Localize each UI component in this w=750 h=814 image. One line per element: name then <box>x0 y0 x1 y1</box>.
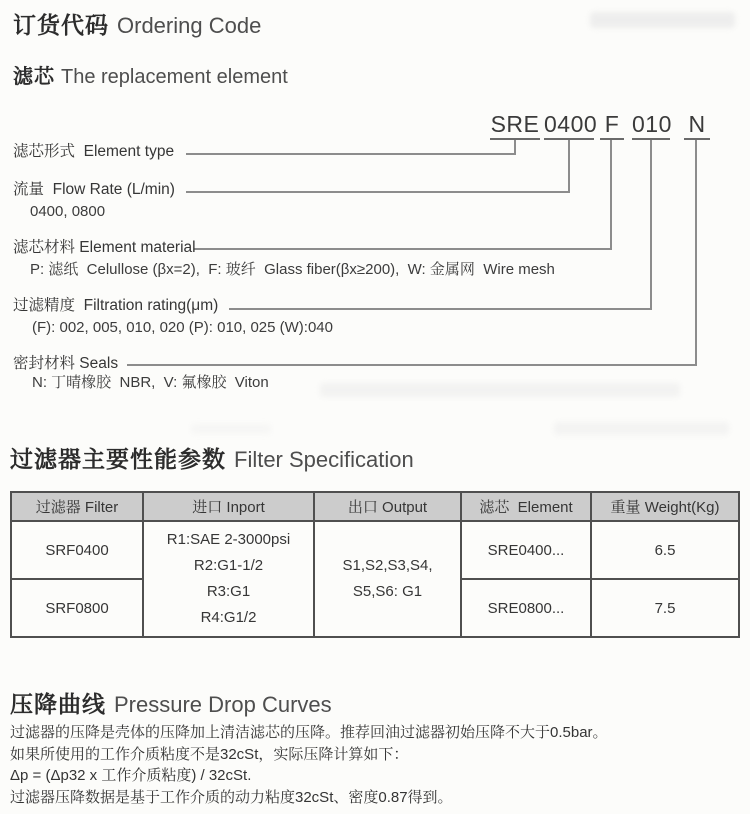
pressure-note-line: 如果所使用的工作介质粘度不是32cSt，实际压降计算如下： <box>10 745 409 763</box>
inport-line: R3:G1 <box>206 583 251 600</box>
scan-ghost-artifact <box>554 422 729 435</box>
col-header-element: 滤芯 Element <box>461 492 591 521</box>
col-header-weight: 重量 Weight(Kg) <box>591 492 739 521</box>
element-section-title <box>13 60 288 89</box>
output-line: S5,S6: G1 <box>352 583 423 600</box>
spec-section-title-zh: 过滤器主要性能参数 <box>10 446 226 472</box>
col-header-output: 出口 Output <box>314 492 461 521</box>
connector-line-element-type-h <box>186 153 516 155</box>
cell-weight-srf0800: 7.5 <box>591 579 739 637</box>
table-row <box>11 521 739 579</box>
label-material: 滤芯材料 Element material <box>13 239 196 256</box>
code-material-text: F <box>604 111 620 137</box>
page-title-zh: 订货代码 <box>13 12 109 38</box>
code-rating-text: 010 <box>632 111 672 137</box>
spec-table-header-row <box>11 492 739 521</box>
spec-section-title-en: Filter Specification <box>234 447 414 472</box>
connector-line-flow-rate <box>568 140 570 193</box>
label-seals-options: N: 丁晴橡胶 NBR, V: 氟橡胶 Viton <box>32 374 269 391</box>
connector-line-material-h <box>194 248 612 250</box>
cell-inport <box>143 521 314 637</box>
connector-line-rating-h <box>229 308 652 310</box>
cell-element-sre0400: SRE0400... <box>461 521 591 579</box>
scan-ghost-artifact <box>191 424 271 434</box>
pressure-section-title-en: Pressure Drop Curves <box>114 692 332 717</box>
element-section-title-en: The replacement element <box>61 66 288 88</box>
code-segment-material <box>600 112 624 140</box>
col-header-filter: 过滤器 Filter <box>11 492 143 521</box>
code-model-text: SRE <box>490 111 540 137</box>
spec-table <box>10 491 740 638</box>
pressure-notes <box>10 722 742 808</box>
label-element-type: 滤芯形式 Element type <box>13 143 175 160</box>
scan-ghost-artifact <box>320 383 680 397</box>
label-seals: 密封材料 Seals <box>13 355 119 372</box>
code-segment-flow <box>544 111 598 140</box>
connector-line-material <box>610 140 612 250</box>
output-line: S1,S2,S3,S4, <box>342 557 433 574</box>
page-title <box>13 7 261 40</box>
pressure-note-line: 过滤器的压降是壳体的压降加上清洁滤芯的压降。推荐回油过滤器初始压降不大于0.5bar。 <box>10 724 608 741</box>
pressure-section-title <box>10 686 332 719</box>
connector-line-flow-rate-h <box>186 191 570 193</box>
pressure-note-formula: Δp = (Δp32 x 工作介质粘度) / 32cSt. <box>10 767 252 784</box>
scan-ghost-artifact <box>590 12 735 28</box>
cell-weight-srf0400: 6.5 <box>591 521 739 579</box>
cell-filter-srf0800: SRF0800 <box>11 579 143 637</box>
pressure-section-title-zh: 压降曲线 <box>10 691 106 717</box>
cell-element-sre0800: SRE0800... <box>461 579 591 637</box>
label-material-options: P: 滤纸 Celullose (βx=2), F: 玻纤 Glass fiber(βx≥200), W: 金属网 Wire mesh <box>30 261 555 278</box>
code-segment-model <box>490 112 540 140</box>
code-flow-text: 0400 <box>544 111 598 137</box>
cell-filter-srf0400: SRF0400 <box>11 521 143 579</box>
inport-line: R4:G1/2 <box>200 609 257 626</box>
code-segment-seal <box>684 112 710 140</box>
code-seal-text: N <box>688 111 706 137</box>
connector-line-seals <box>695 140 697 366</box>
page-title-en: Ordering Code <box>117 13 262 38</box>
label-flow-rate-options: 0400, 0800 <box>30 203 106 220</box>
pressure-note-line: 过滤器压降数据是基于工作介质的动力粘度32cSt、密度0.87得到。 <box>10 788 453 806</box>
label-rating-options: (F): 002, 005, 010, 020 (P): 010, 025 (W):040 <box>32 319 333 336</box>
connector-line-rating <box>650 140 652 310</box>
inport-line: R1:SAE 2-3000psi <box>166 531 291 548</box>
cell-output <box>314 521 461 637</box>
connector-line-seals-h <box>127 364 697 366</box>
spec-section-title <box>10 441 414 474</box>
code-segment-rating <box>632 112 670 140</box>
inport-line: R2:G1-1/2 <box>193 557 264 574</box>
label-flow-rate: 流量 Flow Rate (L/min) <box>13 181 175 198</box>
element-section-title-zh: 滤芯 <box>13 66 55 88</box>
label-rating: 过滤精度 Filtration rating(μm) <box>13 297 219 314</box>
col-header-inport: 进口 Inport <box>143 492 314 521</box>
